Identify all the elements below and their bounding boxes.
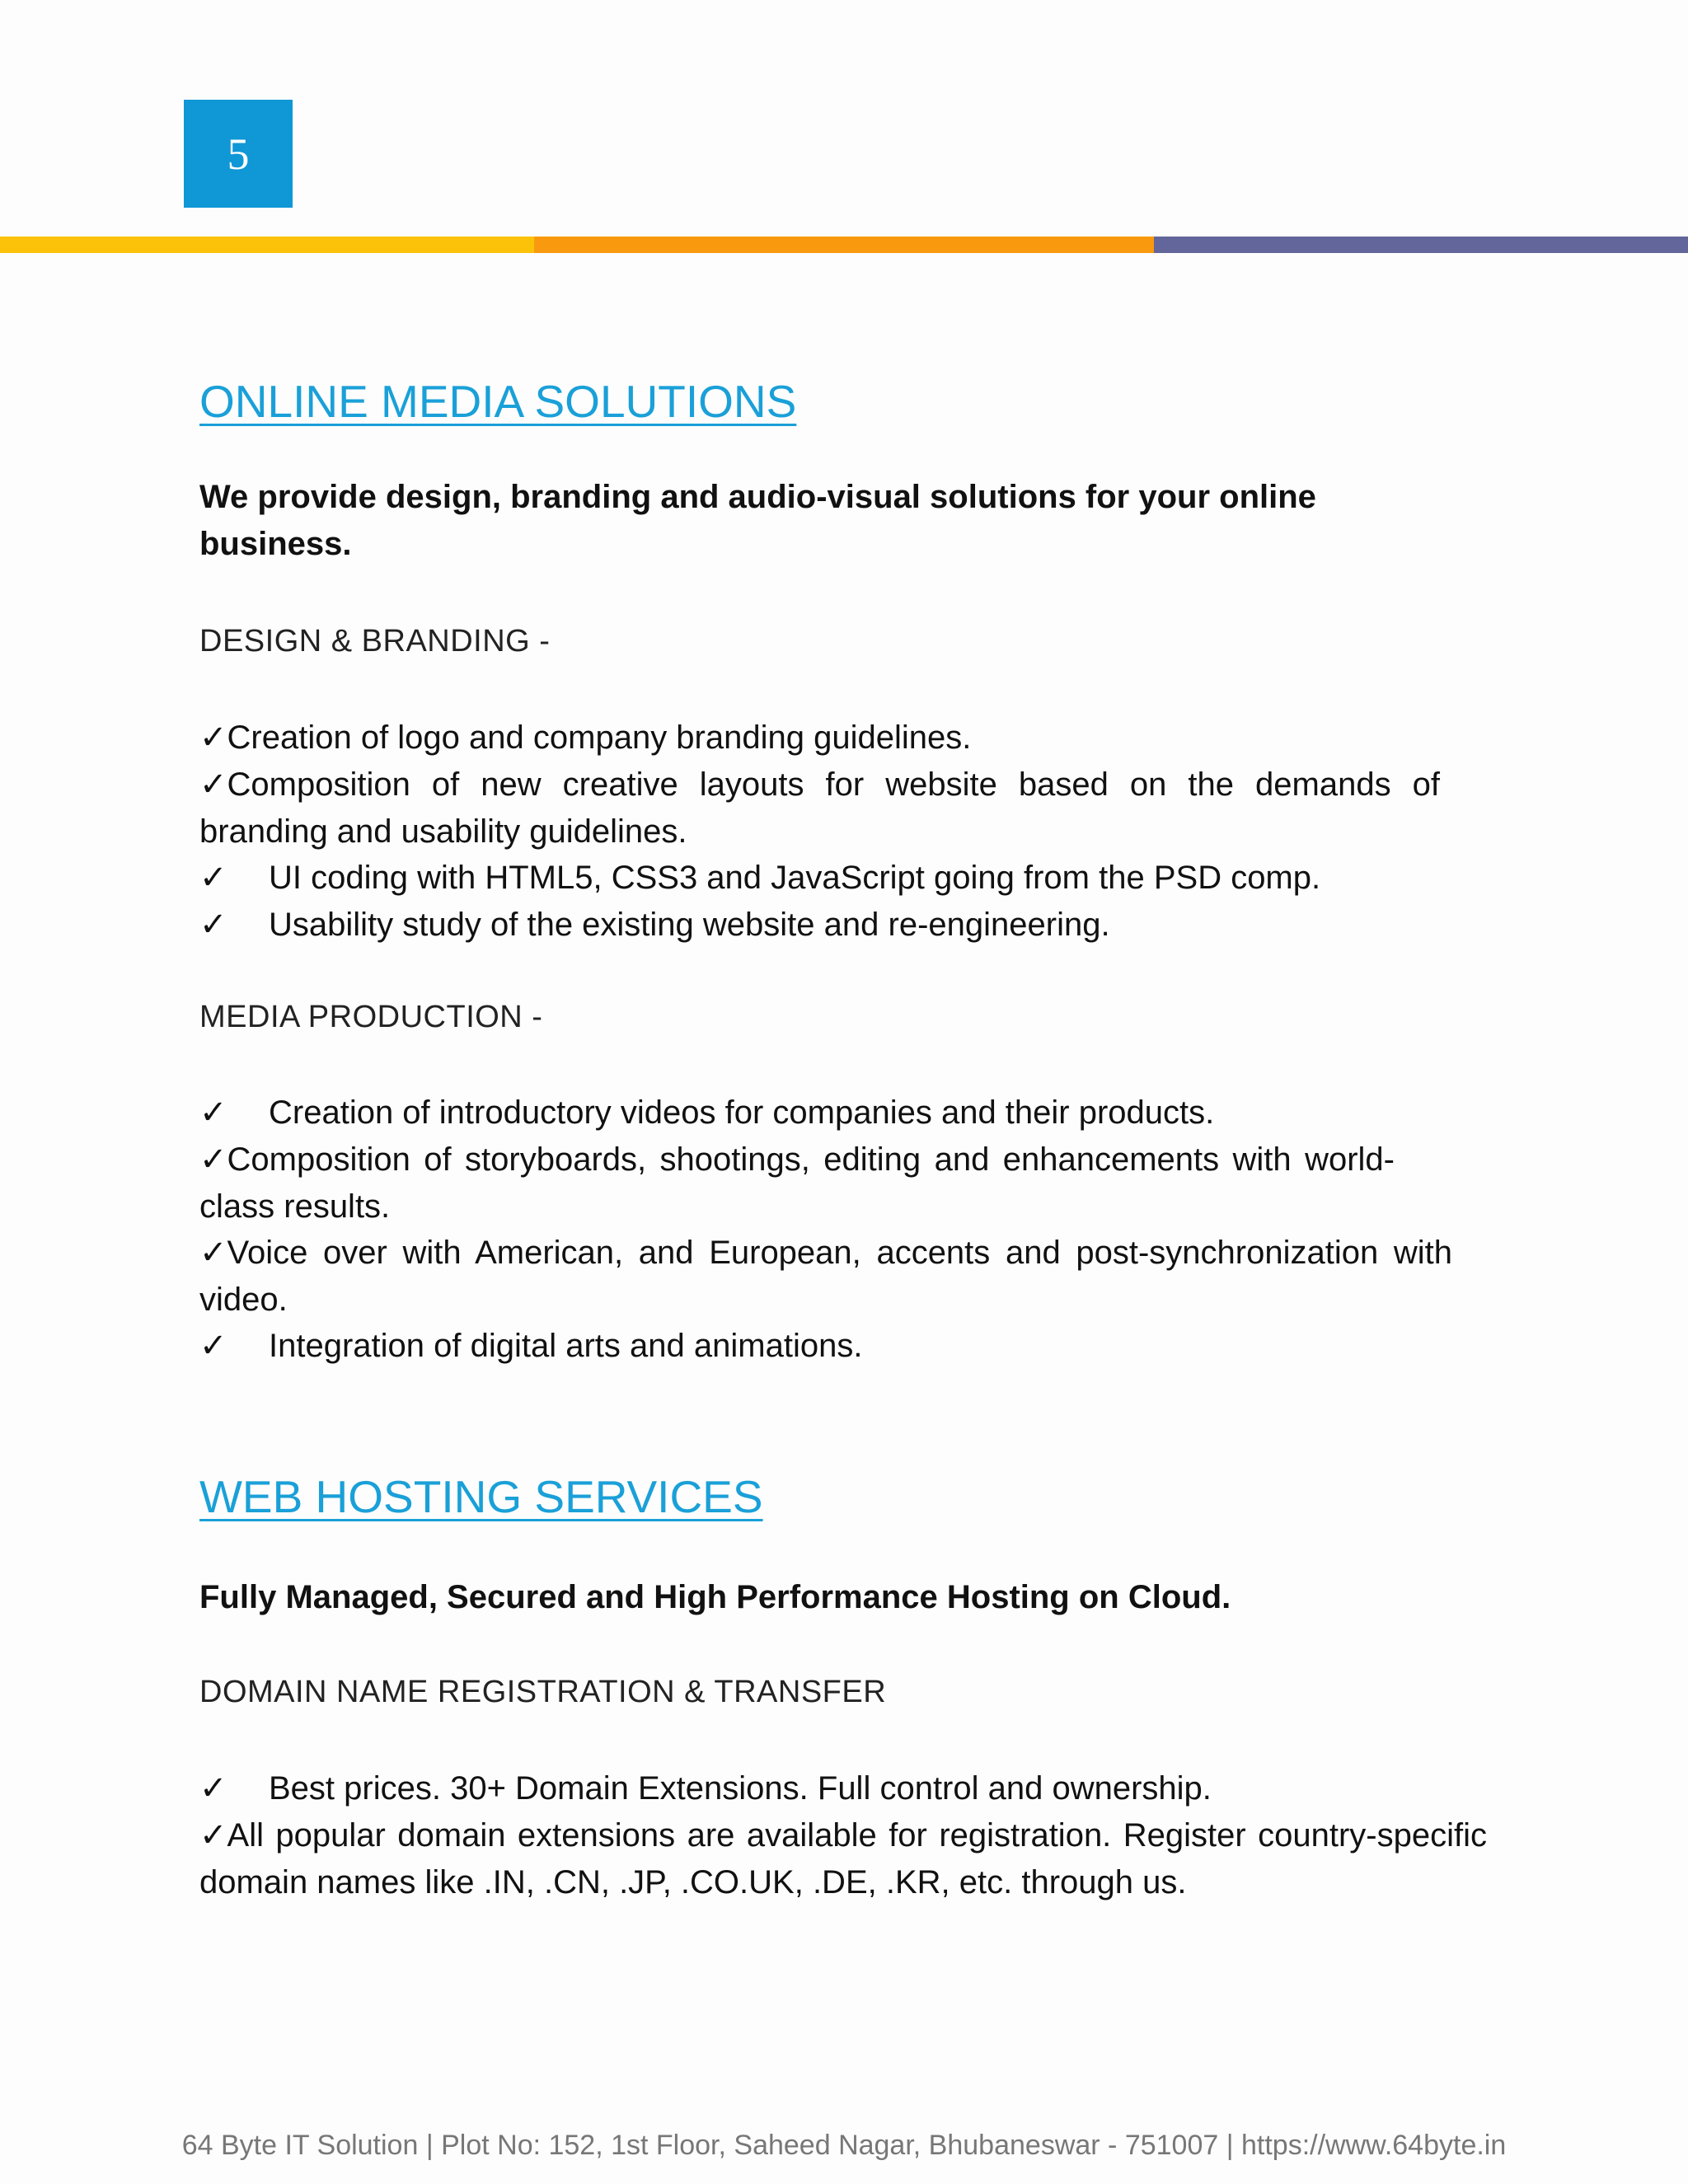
list-item: ✓Composition of storyboards, shootings, editing and enhancements with world-class results.: [199, 1137, 1395, 1230]
list-item: ✓ Creation of introductory videos for companies and their products.: [199, 1090, 1461, 1137]
checkmark-icon: ✓: [199, 907, 227, 943]
list-item: ✓ Usability study of the existing website and re-engineering.: [199, 902, 1461, 949]
list-item: ✓ Best prices. 30+ Domain Extensions. Full control and ownership.: [199, 1765, 1461, 1812]
subsection-title-media-production: MEDIA PRODUCTION -: [199, 1000, 543, 1034]
checkmark-icon: ✓: [199, 1770, 227, 1807]
checkmark-icon: ✓: [199, 719, 227, 756]
section-lead-web-hosting: Fully Managed, Secured and High Performance Hosting on Cloud.: [199, 1579, 1231, 1615]
subsection-title-design-branding: DESIGN & BRANDING -: [199, 624, 551, 658]
subsection-title-domain-registration: DOMAIN NAME REGISTRATION & TRANSFER: [199, 1675, 887, 1709]
checkmark-icon: ✓: [199, 1094, 227, 1131]
checkmark-icon: ✓: [199, 860, 227, 896]
section-heading-online-media: ONLINE MEDIA SOLUTIONS: [199, 376, 797, 427]
page-footer: 64 Byte IT Solution | Plot No: 152, 1st Floor, Saheed Nagar, Bhubaneswar - 751007 | https://www.64byte.in: [181, 2130, 1507, 2161]
checkmark-icon: ✓: [199, 1817, 227, 1854]
checkmark-icon: ✓: [199, 1141, 227, 1178]
section-lead-online-media: We provide design, branding and audio-visual solutions for your online business.: [199, 479, 1316, 562]
header-stripe-purple: [1154, 237, 1688, 253]
checkmark-icon: ✓: [199, 766, 227, 803]
list-item: ✓ UI coding with HTML5, CSS3 and JavaScript going from the PSD comp.: [199, 855, 1461, 902]
section-heading-web-hosting: WEB HOSTING SERVICES: [199, 1471, 763, 1522]
list-item: ✓Creation of logo and company branding guidelines.: [199, 715, 1461, 762]
list-item: ✓Composition of new creative layouts for website based on the demands of branding and usability guidelines.: [199, 762, 1440, 855]
checkmark-icon: ✓: [199, 1328, 227, 1364]
list-item: ✓All popular domain extensions are available for registration. Register country-specific domain names like .IN, .CN, .JP, .CO.UK, .DE, .KR, etc. through us.: [199, 1812, 1487, 1906]
checkmark-icon: ✓: [199, 1235, 227, 1271]
header-stripe-yellow: [0, 237, 534, 253]
list-item: ✓Voice over with American, and European, accents and post-synchronization with video.: [199, 1230, 1452, 1324]
header-stripe-orange: [534, 237, 1154, 253]
page-number-badge: 5: [184, 100, 293, 208]
list-item: ✓ Integration of digital arts and animations.: [199, 1323, 1461, 1370]
